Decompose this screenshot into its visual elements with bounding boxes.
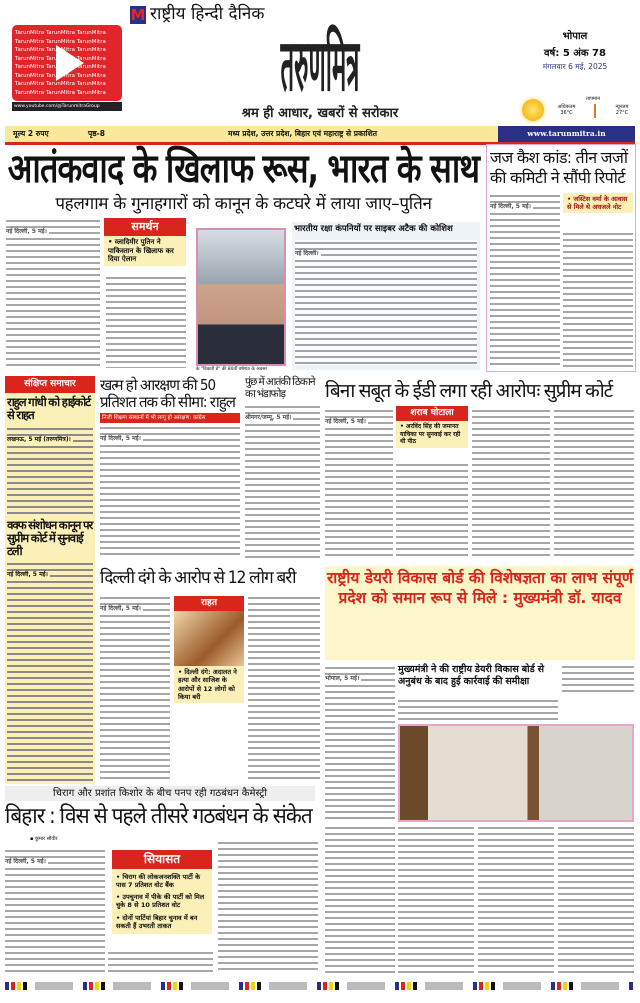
brief-headline: राहुल गांधी को हाईकोर्ट से राहत (7, 395, 91, 423)
brief-column: संक्षिप्त समाचार राहुल गांधी को हाईकोर्ट से राहत लखनऊ, 5 मई (तरुणमित्र)। वक्फ संशोधन कानून पर सुप्रीम कोर्ट में सुनवाई टली नई दिल्ली, 5 मई। (5, 376, 95, 784)
lead-headline: आतंकवाद के खिलाफ रूस, भारत के साथ (7, 146, 480, 192)
putin-photo (196, 228, 286, 366)
judge-section: जज कैश कांड: तीन जजों की कमिटी ने सौंपी रिपोर्ट नई दिल्ली, 5 मई। • जस्टिस वर्मा के आवास से मिले थे अधजले नोट (486, 144, 636, 372)
print-registration-marks (5, 982, 635, 990)
sun-icon (522, 99, 544, 121)
youtube-url[interactable]: www.youtube.com/@TarunmitraGroup (12, 102, 122, 111)
judge-headline: जज कैश कांड: तीन जजों की कमिटी ने सौंपी रिपोर्ट (490, 148, 628, 187)
meeting-photo (398, 724, 634, 822)
weather: तापमान अधिकतम 36°C न्यूनतम 27°C (557, 96, 629, 116)
gavel-image (174, 611, 244, 666)
youtube-tile: TarunMitra TarunMitra TarunMitra TarunMitra TarunMitra TarunMitra TarunMitra TarunMitra TarunMitra TarunMitra TarunMitra TarunMitra TarunMitra TarunMitra TarunMitra TarunMitra TarunMitra TarunMitra TarunMitra TarunMitra TarunMitra TarunMitra TarunMitra TarunMitra (12, 25, 122, 101)
riots-headline: दिल्ली दंगे के आरोप से 12 लोग बरी (100, 568, 296, 588)
lead-body-2 (106, 275, 186, 368)
dairy-subheadline: मुख्यमंत्री ने की राष्ट्रीय डेयरी विकास बोर्ड से अनुबंध के बाद हुई कार्रवाई की समीक्षा (398, 664, 545, 687)
reservation-headline: खत्म हो आरक्षण की 50 प्रतिशत तक की सीमा: राहुल (100, 376, 235, 411)
cyber-headline: भारतीय रक्षा कंपनियों पर साइबर अटैक की कोशिश (294, 224, 453, 234)
bihar-box: सियासत • चिराग की लोकजनशक्ति पार्टी के पास 7 प्रतिशत वोट बैंक • उपचुनाव में पीके की पार्टी को मिल चुके 8 से 10 प्रतिशत वोट • दोनों पार्टियां बिहार चुनाव में बन सकती हैं उभरती ताकत (112, 850, 212, 934)
ed-headline: बिना सबूत के ईडी लगा रही आरोपः सुप्रीम कोर्ट (325, 380, 613, 402)
edition-info: भोपाल वर्ष: 5 अंक 78 मंगलवार 6 मई, 2025 (542, 31, 608, 71)
riots-box: राहत • दिल्ली दंगे: अदालत ने हत्या और साजिश के आरोपों से 12 लोगों को किया बरी (174, 596, 244, 741)
poonch-headline: पुंछ में आतंकी ठिकाने का भंडाफोड़ (245, 376, 315, 400)
brief-headline: वक्फ संशोधन कानून पर सुप्रीम कोर्ट में सुनवाई टली (7, 517, 93, 559)
photo-caption: के "विक्टरी डे" की 80वीं वर्षगांठ के अवसर (196, 367, 268, 372)
dairy-headline: राष्ट्रीय डेयरी विकास बोर्ड की विशेषज्ञता का लाभ संपूर्ण प्रदेश को समान रूप से मिले : मुख्यमंत्री डॉ. यादव (326, 569, 634, 607)
info-strip: मूल्य 2 रुपए पृष्ठ-8 मध्य प्रदेश, उत्तर प्रदेश, बिहार एवं महाराष्ट्र से प्रकाशित www.tarunmitra.in (5, 126, 635, 142)
ed-box: शराब घोटाला • अरविंद सिंह की जमानत याचिका पर सुनवाई कर रही थी पीठ (396, 406, 468, 448)
lead-body: नई दिल्ली, 5 मई। (6, 218, 100, 368)
slogan: श्रम ही आधार, खबरों से सरोकार (241, 106, 399, 121)
tagline-top: राष्ट्रीय हिन्दी दैनिक (150, 4, 265, 24)
byline: ▪ कुमार सौवीर (30, 836, 58, 842)
play-icon (56, 45, 84, 81)
lead-subheadline: पहलगाम के गुनाहगारों को कानून के कटघरे में लाया जाए–पुतिन (55, 194, 432, 214)
reservation-kicker: निजी शिक्षण संस्थानों में भी लागू हो आरक्षण: कांग्रेस (100, 413, 240, 423)
logo-mark: M (130, 6, 146, 24)
bihar-headline: बिहार : विस से पहले तीसरे गठबंधन के संकेत (5, 804, 312, 829)
newspaper-title: तरुणमित्र (280, 23, 360, 107)
youtube-promo[interactable] (12, 25, 122, 113)
website-link[interactable]: www.tarunmitra.in (498, 126, 635, 142)
cyber-section: भारतीय रक्षा कंपनियों पर साइबर अटैक की कोशिश नई दिल्ली। (292, 222, 480, 370)
lead-box: समर्थन • व्लादिमीर पुतिन ने पाकिस्तान के खिलाफ कर दिया ऐलान (104, 218, 186, 266)
bihar-kicker: चिराग और प्रशांत किशोर के बीच पनप रही गठबंधन कैमेस्ट्री (5, 786, 315, 801)
